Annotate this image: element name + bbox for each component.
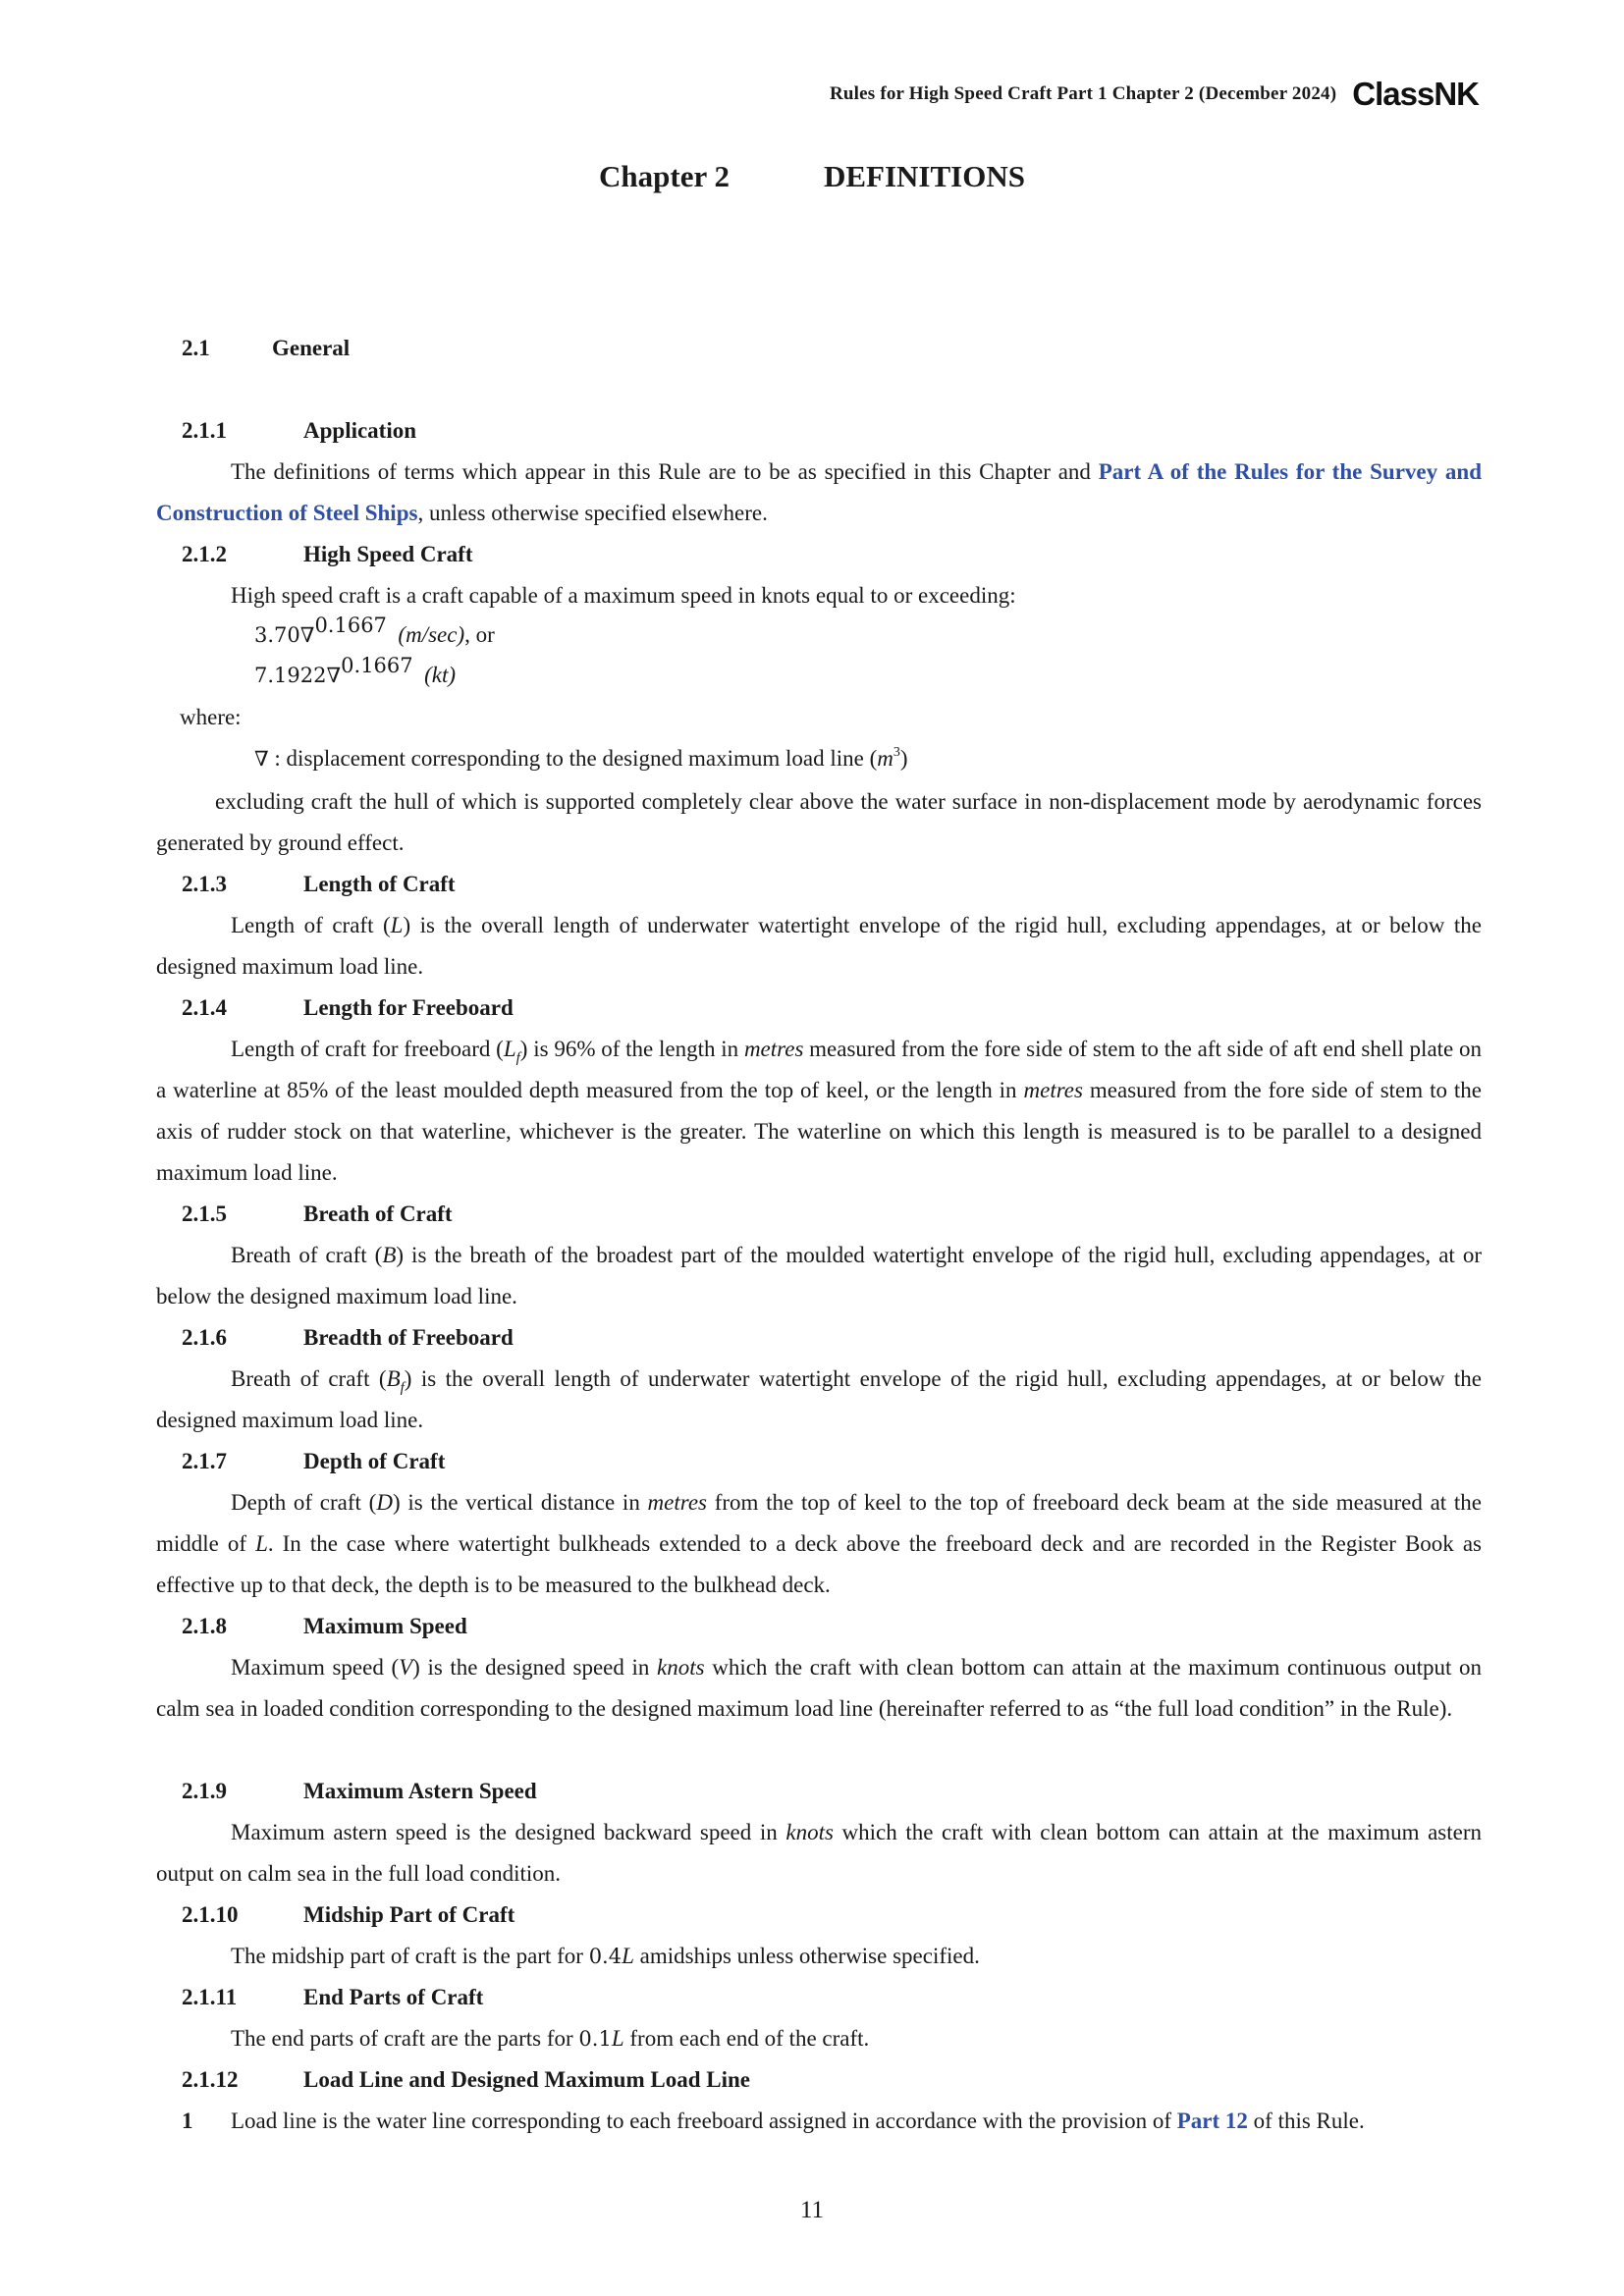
subsection-heading: 2.1.7 Depth of Craft xyxy=(182,1449,446,1473)
subsection-heading: 2.1.12 Load Line and Designed Maximum Load Line xyxy=(182,2067,750,2092)
paragraph: Length of craft for freeboard $(L_f)$ is 96% of the length in metres measured from the fore side of stem to the aft side of aft end shell plate on a waterline at 85% of the least moulded depth measured from the top of keel, or the length in metres measured from the fore side of stem to the axis of rudder stock on that waterline, whichever is the greater. The waterline on which this length is measured is to be parallel to a designed maximum load line. xyxy=(156,1037,1483,1185)
subsection-heading: 2.1.11 End Parts of Craft xyxy=(182,1985,484,2009)
link-part-a-rules[interactable]: Part A of the Rules for the Survey and Construction of Steel Ships xyxy=(156,459,1482,525)
classnk-logo: ClassNK xyxy=(1352,76,1479,112)
page-number: 11 xyxy=(799,2197,825,2223)
link-part-12[interactable]: Part 12 xyxy=(1176,2109,1248,2133)
paragraph: Breath of craft (B) is the breath of the broadest part of the moulded watertight envelope of the rigid hull, excluding appendages, at or below the designed maximum load line. xyxy=(156,1243,1482,1308)
definition-line: ∇ : displacement corresponding to the designed maximum load line $(m^3)$ xyxy=(254,745,908,771)
paragraph: High speed craft is a craft capable of a maximum speed in knots equal to or exceeding: xyxy=(231,583,1016,608)
paragraph: Breath of craft $(B_f)$ is the overall length of underwater watertight envelope of the rigid hull, excluding appendages, at or below the designed maximum load line. xyxy=(156,1366,1482,1432)
chapter-number: Chapter 2 xyxy=(599,159,730,193)
header-text: Rules for High Speed Craft Part 1 Chapter 2 (December 2024) xyxy=(829,83,1337,104)
running-header xyxy=(830,75,1479,114)
subsection-heading: 2.1.1 Application xyxy=(182,418,417,443)
chapter-name: DEFINITIONS xyxy=(823,159,1025,193)
subsection-heading: 2.1.8 Maximum Speed xyxy=(182,1614,467,1638)
subsection-heading: 2.1.9 Maximum Astern Speed xyxy=(182,1779,537,1803)
section-title: General xyxy=(272,336,351,360)
paragraph: Length of craft (L) is the overall length of underwater watertight envelope of the rigid hull, excluding appendages, at or below the designed maximum load line. xyxy=(156,913,1482,979)
subsection-heading: 2.1.4 Length for Freeboard xyxy=(182,995,514,1020)
formula-mps: 3.70∇$^{0.1667}$ (m/sec), or xyxy=(254,614,495,647)
subsection-heading: 2.1.6 Breadth of Freeboard xyxy=(182,1325,514,1350)
paragraph: The midship part of craft is the part for 0.4L amidships unless otherwise specified. xyxy=(231,1944,980,1968)
paragraph: The end parts of craft are the parts for 0.1L from each end of the craft. xyxy=(231,2026,870,2051)
chapter-title xyxy=(0,159,1624,194)
subsection-heading: 2.1.10 Midship Part of Craft xyxy=(182,1902,515,1927)
subsection-heading: 2.1.2 High Speed Craft xyxy=(182,542,473,566)
where-label: where: xyxy=(180,705,242,729)
paragraph: Maximum speed (V) is the designed speed in knots which the craft with clean bottom can attain at the maximum continuous output on calm sea in loaded condition corresponding to the designed maximum load line (hereinafter referred to as “the full load condition” in the Rule). xyxy=(156,1655,1483,1721)
paragraph: The definitions of terms which appear in this Rule are to be as specified in this Chapter and Part A of the Rules for the Survey and Construction of Steel Ships, unless otherwise specified elsewhere. xyxy=(156,459,1482,525)
numbered-item: 1 Load line is the water line corresponding to each freeboard assigned in accordance with the provision of Part 12 of this Rule. xyxy=(182,2109,1365,2133)
paragraph: Depth of craft (D) is the vertical distance in metres from the top of keel to the top of freeboard deck beam at the side measured at the middle of L. In the case where watertight bulkheads extended to a deck above the freeboard deck and are recorded in the Register Book as effective up to that deck, the depth is to be measured to the bulkhead deck. xyxy=(156,1490,1482,1597)
paragraph: excluding craft the hull of which is supported completely clear above the water surface in non-displacement mode by aerodynamic forces generated by ground effect. xyxy=(156,789,1482,855)
paragraph: Maximum astern speed is the designed backward speed in knots which the craft with clean bottom can attain at the maximum astern output on calm sea in the full load condition. xyxy=(156,1820,1482,1886)
formula-kt: 7.1922∇$^{0.1667}$ (kt) xyxy=(254,654,457,687)
section-heading xyxy=(182,336,350,361)
subsection-heading: 2.1.3 Length of Craft xyxy=(182,872,456,896)
section-number: 2.1 xyxy=(182,336,210,360)
subsection-heading: 2.1.5 Breath of Craft xyxy=(182,1201,453,1226)
